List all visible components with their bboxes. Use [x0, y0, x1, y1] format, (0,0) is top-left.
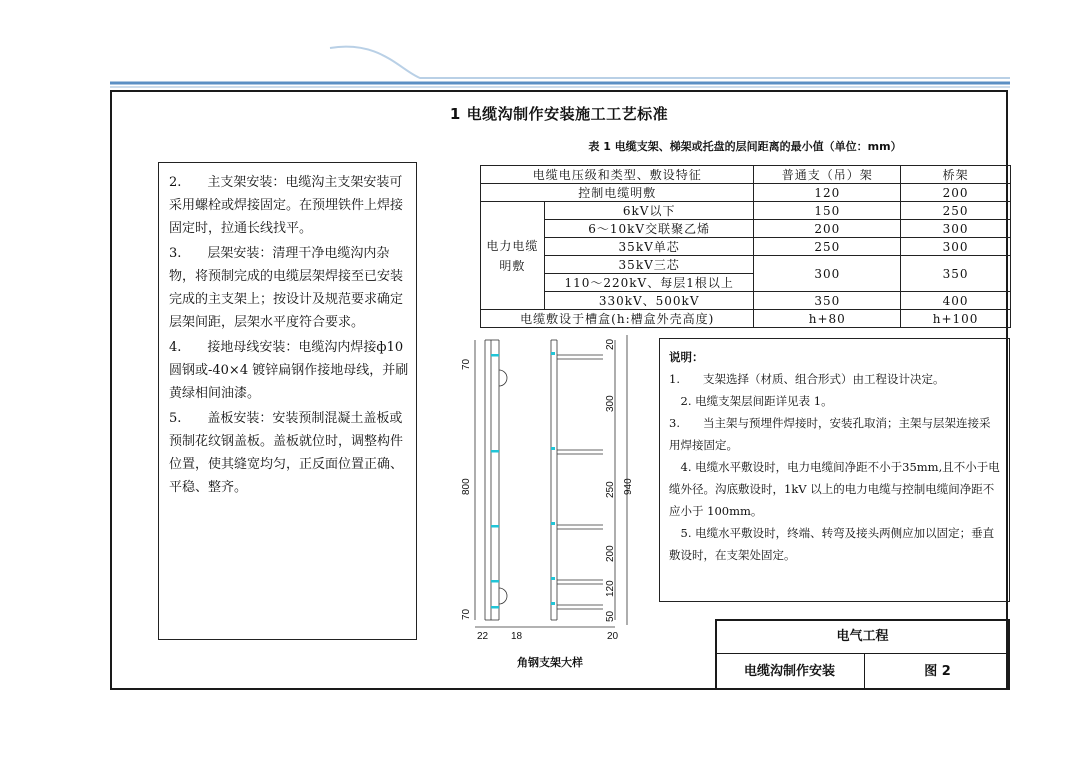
- description-heading: 说明：: [669, 350, 704, 364]
- table-cell: 6kV以下: [544, 202, 754, 220]
- table-cell: 200: [754, 220, 901, 238]
- table-cell: 35kV三芯: [544, 256, 754, 274]
- page-title: 1 电缆沟制作安装施工工艺标准: [449, 105, 669, 123]
- dim-bottom-left: 22: [477, 631, 489, 642]
- table-header-row: [481, 166, 1011, 184]
- title-block-discipline: 电气工程: [715, 619, 1010, 654]
- table-header: 电缆电压级和类型、敷设特征: [481, 166, 754, 184]
- table-cell: 控制电缆明敷: [481, 184, 754, 202]
- table-cell: 300: [754, 256, 901, 292]
- description-item: 1. 支架选择（材质、组合形式）由工程设计决定。: [669, 372, 945, 386]
- dim-left-top: 70: [461, 358, 472, 370]
- dim-right-300: 300: [605, 395, 616, 412]
- title-block-drawing-number: 图 2: [924, 664, 951, 679]
- dim-right-50: 50: [605, 610, 616, 622]
- dim-right-200: 200: [605, 545, 616, 562]
- table-cell: 400: [901, 292, 1011, 310]
- table-row: [481, 184, 1011, 202]
- table-cell: 300: [901, 220, 1011, 238]
- table-cell: 120: [754, 184, 901, 202]
- table-cell: 200: [901, 184, 1011, 202]
- drawing-caption: 角钢支架大样: [517, 656, 583, 669]
- title-block-drawing-name: 电缆沟制作安装: [715, 654, 865, 690]
- dim-right-250: 250: [605, 481, 616, 498]
- table-cell: h+80: [754, 310, 901, 328]
- bracket-drawing: [455, 330, 655, 650]
- note-item: 4. 接地母线安装：电缆沟内焊接ф10 圆钢或-40×4 镀锌扁钢作接地母线，并刷黄绿相间油漆。: [169, 340, 409, 401]
- table-group-cell: 电力电缆明敷: [481, 202, 545, 310]
- table-cell: 电缆敷设于槽盒(h:槽盒外壳高度): [481, 310, 754, 328]
- dim-right-total: 940: [623, 478, 634, 495]
- header-decoration: [0, 0, 1080, 95]
- table-cell: 300: [901, 238, 1011, 256]
- dim-bottom-right: 20: [607, 631, 619, 642]
- dim-right-120: 120: [605, 580, 616, 597]
- dim-right-20: 20: [605, 338, 616, 350]
- table-caption: 表 1 电缆支架、梯架或托盘的层间距离的最小值（单位：mm）: [588, 140, 902, 153]
- description-item: 5. 电缆水平敷设时，终端、转弯及接头两侧应加以固定；垂直敷设时，在支架处固定。: [669, 526, 995, 562]
- table-row: [481, 202, 1011, 220]
- note-item: 2. 主支架安装：电缆沟主支架安装可采用螺栓或焊接固定。在预埋铁件上焊接固定时，拉通长线找平。: [169, 175, 404, 236]
- table-row: [481, 238, 1011, 256]
- description-item: 2. 电缆支架层间距详见表 1。: [669, 394, 833, 408]
- table-cell: 250: [901, 202, 1011, 220]
- table-cell: 6～10kV交联聚乙烯: [544, 220, 754, 238]
- spacing-table: [480, 165, 1011, 328]
- table-cell: 330kV、500kV: [544, 292, 754, 310]
- table-cell: h+100: [901, 310, 1011, 328]
- table-cell: 35kV单芯: [544, 238, 754, 256]
- table-cell: 110～220kV、每层1根以上: [544, 274, 754, 292]
- dim-bottom-mid: 18: [511, 631, 523, 642]
- note-item: 3. 层架安装：清理干净电缆沟内杂物，将预制完成的电缆层架焊接至已安装完成的主支架上；按设计及规范要求确定层架间距，层架水平度符合要求。: [169, 246, 404, 330]
- table-header: 普通支（吊）架: [754, 166, 901, 184]
- dim-left-mid: 800: [461, 478, 472, 495]
- installation-notes: [169, 171, 409, 501]
- table-cell: 350: [754, 292, 901, 310]
- table-row: [481, 310, 1011, 328]
- description-item: 4. 电缆水平敷设时，电力电缆间净距不小于35mm,且不小于电缆外径。沟底敷设时，1kV 以上的电力电缆与控制电缆间净距不应小于 100mm。: [669, 460, 1000, 518]
- table-row: [481, 256, 1011, 274]
- table-cell: 250: [754, 238, 901, 256]
- table-cell: 350: [901, 256, 1011, 292]
- dim-left-bottom: 70: [461, 608, 472, 620]
- table-row: [481, 220, 1011, 238]
- table-header: 桥架: [901, 166, 1011, 184]
- description-item: 3. 当主架与预埋件焊接时，安装孔取消；主架与层架连接采用焊接固定。: [669, 416, 991, 452]
- description: [669, 346, 1001, 566]
- note-item: 5. 盖板安装：安装预制混凝土盖板或预制花纹钢盖板。盖板就位时，调整构件位置，使其缝宽均匀，正反面位置正确、平稳、整齐。: [169, 411, 404, 495]
- table-row: [481, 292, 1011, 310]
- table-cell: 150: [754, 202, 901, 220]
